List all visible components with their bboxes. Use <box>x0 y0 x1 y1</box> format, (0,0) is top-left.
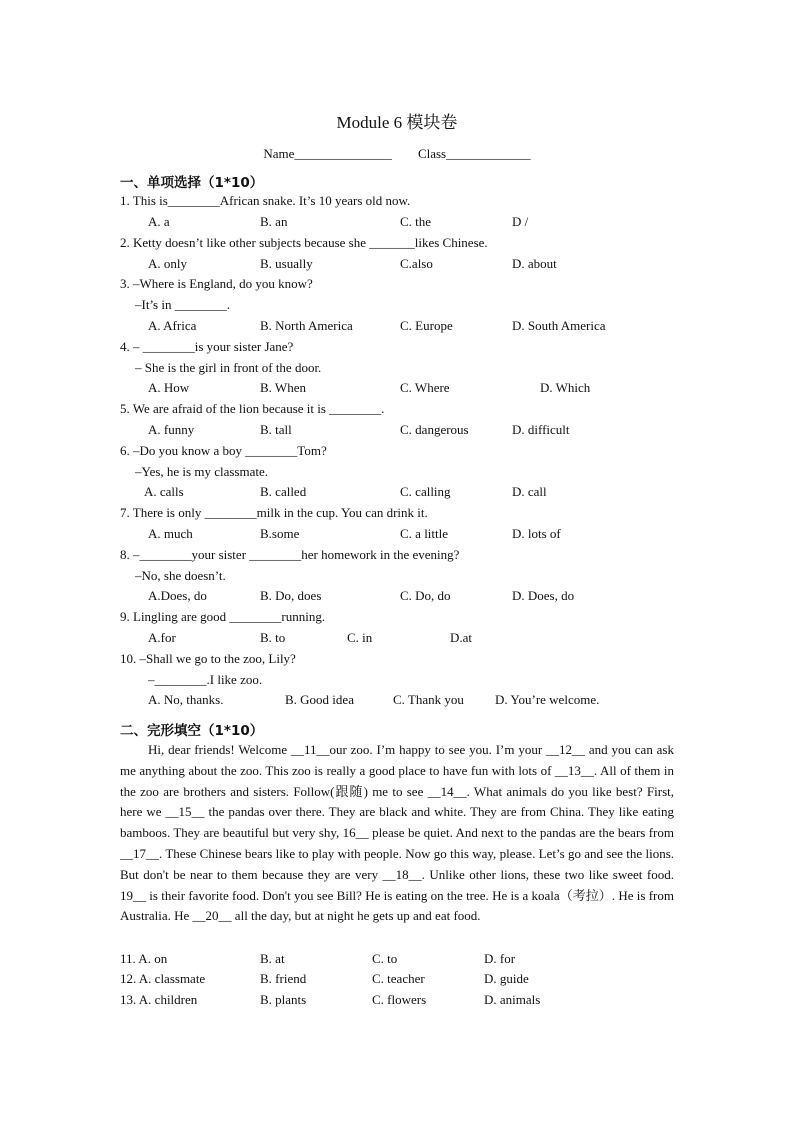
option-4c[interactable]: C. Where <box>400 380 450 395</box>
option-9a[interactable]: A.for <box>148 630 176 645</box>
page-title: Module 6 模块卷 <box>336 113 458 132</box>
question-10: 10. –Shall we go to the zoo, Lily? <box>120 651 296 666</box>
option-13d[interactable]: D. animals <box>484 992 541 1007</box>
question-3-reply: –It’s in ________. <box>135 297 230 312</box>
option-6b[interactable]: B. called <box>260 484 307 499</box>
option-1c[interactable]: C. the <box>400 214 432 229</box>
cloze-passage-text: Hi, dear friends! Welcome __11__our zoo. I’m happy to see you. I’m your __12__ and you can ask me anything about the zoo. This zoo is really a good place to have fun with lots of __13__. All of them in the zoo are brothers and sisters. Follow(跟随) me to see __14__. What animals do you like best? First, here we __15__ the pandas over there. They are black and white. They are from China. They like eating bamboos. They are beautiful but very shy, 16__ please be quiet. And next to the pandas are the bears from __17__. These Chinese bears like to play with people. Now go this way, please. Let’s go and see the lions. But don't be near to them because they are very __18__. Unlike other lions, these two like sweet food. 19__ is their favorite food. Don't you see Bill? He is eating on the tree. He is a koala（考拉）. He is from Australia. He __20__ all the day, but at night he gets up and eat food. <box>120 742 674 924</box>
option-2b[interactable]: B. usually <box>260 256 313 271</box>
option-8c[interactable]: C. Do, do <box>400 588 451 603</box>
option-3d[interactable]: D. South America <box>512 318 606 333</box>
option-6c[interactable]: C. calling <box>400 484 451 499</box>
option-13c[interactable]: C. flowers <box>372 992 427 1007</box>
question-9: 9. Lingling are good ________running. <box>120 609 326 624</box>
option-11c[interactable]: C. to <box>372 951 398 966</box>
option-9d[interactable]: D.at <box>450 630 473 645</box>
option-11d[interactable]: D. for <box>484 951 516 966</box>
option-1d[interactable]: D / <box>512 214 529 229</box>
name-field[interactable]: Name_______________ <box>263 146 392 161</box>
option-3c[interactable]: C. Europe <box>400 318 453 333</box>
option-4a[interactable]: A. How <box>148 380 190 395</box>
option-10b[interactable]: B. Good idea <box>285 692 354 707</box>
question-5: 5. We are afraid of the lion because it is ________. <box>120 401 385 416</box>
option-9b[interactable]: B. to <box>260 630 286 645</box>
option-7a[interactable]: A. much <box>148 526 193 541</box>
section-heading-cloze: 二、完形填空（1*10） <box>120 723 264 739</box>
option-5d[interactable]: D. difficult <box>512 422 570 437</box>
option-7c[interactable]: C. a little <box>400 526 449 541</box>
question-6-reply: –Yes, he is my classmate. <box>135 464 269 479</box>
option-8a[interactable]: A.Does, do <box>148 588 207 603</box>
option-2a[interactable]: A. only <box>148 256 187 271</box>
option-5c[interactable]: C. dangerous <box>400 422 469 437</box>
name-class-row <box>0 146 794 162</box>
cloze-question-13[interactable]: 13. A. children <box>120 992 198 1007</box>
question-4-reply: – She is the girl in front of the door. <box>135 360 322 375</box>
question-2: 2. Ketty doesn’t like other subjects because she _______likes Chinese. <box>120 235 488 250</box>
option-8b[interactable]: B. Do, does <box>260 588 322 603</box>
option-13b[interactable]: B. plants <box>260 992 307 1007</box>
question-6: 6. –Do you know a boy ________Tom? <box>120 443 327 458</box>
option-7d[interactable]: D. lots of <box>512 526 561 541</box>
option-1a[interactable]: A. a <box>148 214 170 229</box>
option-7b[interactable]: B.some <box>260 526 300 541</box>
option-12c[interactable]: C. teacher <box>372 971 425 986</box>
option-4d[interactable]: D. Which <box>540 380 591 395</box>
cloze-question-11[interactable]: 11. A. on <box>120 951 168 966</box>
cloze-passage <box>120 740 674 927</box>
question-3: 3. –Where is England, do you know? <box>120 276 313 291</box>
option-10c[interactable]: C. Thank you <box>393 692 464 707</box>
class-field[interactable]: Class_____________ <box>417 146 531 161</box>
option-2c[interactable]: C.also <box>400 256 433 271</box>
option-8d[interactable]: D. Does, do <box>512 588 575 603</box>
section-heading-single-choice: 一、单项选择（1*10） <box>120 175 264 191</box>
option-3b[interactable]: B. North America <box>260 318 353 333</box>
option-5a[interactable]: A. funny <box>148 422 195 437</box>
option-11b[interactable]: B. at <box>260 951 285 966</box>
option-12b[interactable]: B. friend <box>260 971 307 986</box>
question-1: 1. This is________African snake. It’s 10 years old now. <box>120 193 411 208</box>
option-10a[interactable]: A. No, thanks. <box>148 692 224 707</box>
option-5b[interactable]: B. tall <box>260 422 292 437</box>
question-4: 4. – ________is your sister Jane? <box>120 339 294 354</box>
option-2d[interactable]: D. about <box>512 256 557 271</box>
question-7: 7. There is only ________milk in the cup. You can drink it. <box>120 505 428 520</box>
option-10d[interactable]: D. You’re welcome. <box>495 692 600 707</box>
question-8-reply: –No, she doesn’t. <box>135 568 226 583</box>
question-8: 8. –________your sister ________her homework in the evening? <box>120 547 460 562</box>
option-6a[interactable]: A. calls <box>144 484 184 499</box>
option-12d[interactable]: D. guide <box>484 971 529 986</box>
cloze-question-12[interactable]: 12. A. classmate <box>120 971 206 986</box>
option-1b[interactable]: B. an <box>260 214 288 229</box>
question-10-reply: –________.I like zoo. <box>148 672 263 687</box>
option-3a[interactable]: A. Africa <box>148 318 197 333</box>
option-9c[interactable]: C. in <box>347 630 373 645</box>
option-4b[interactable]: B. When <box>260 380 306 395</box>
option-6d[interactable]: D. call <box>512 484 547 499</box>
